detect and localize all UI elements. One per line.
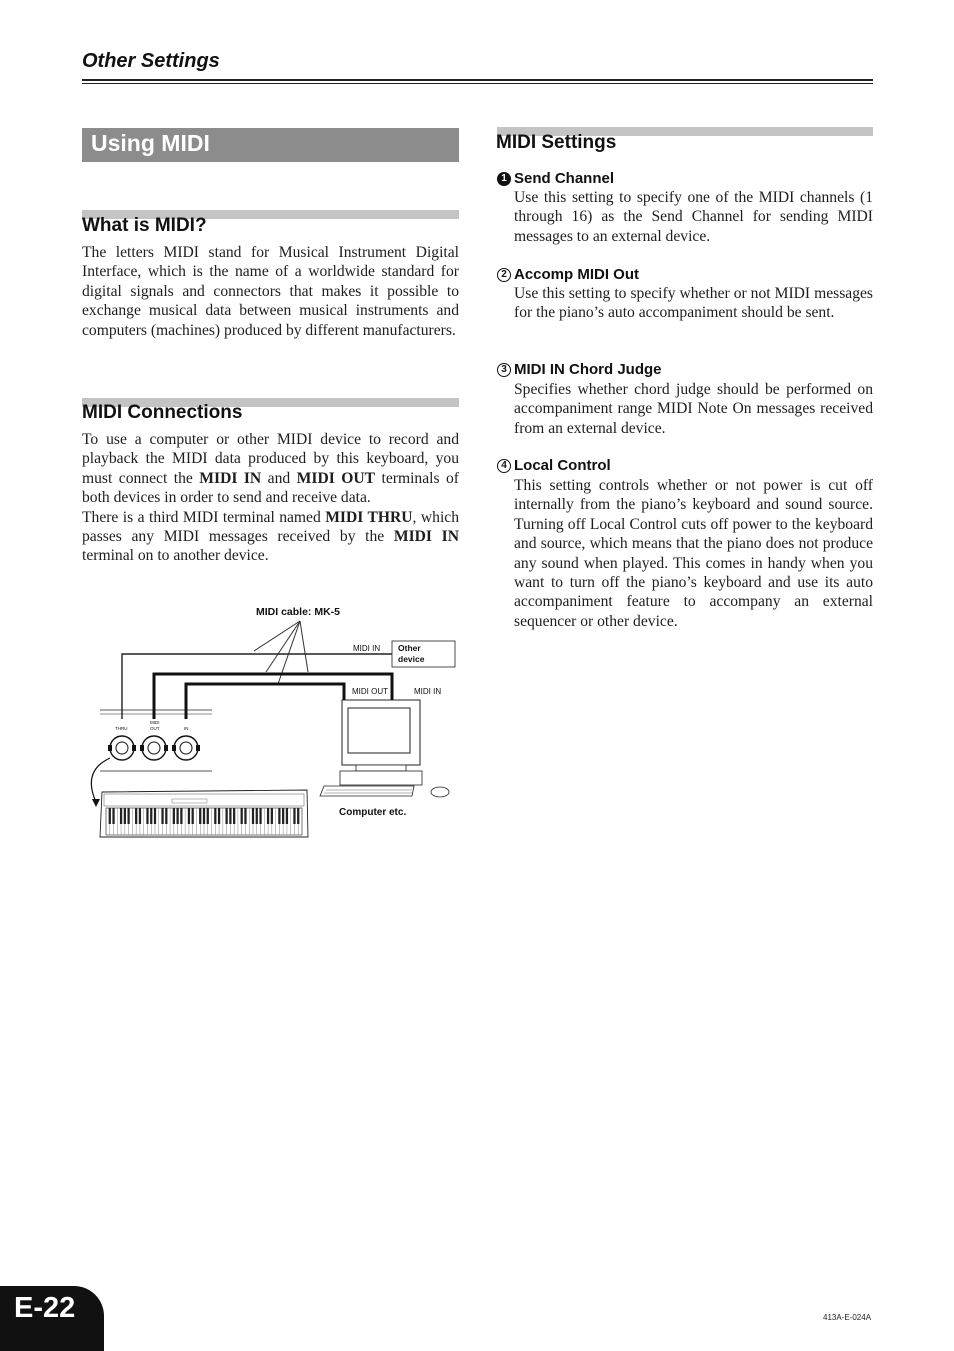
document-code: 413A-E-024A (823, 1313, 872, 1322)
setting-send-channel-title (497, 170, 614, 187)
computer-keyboard (320, 786, 414, 796)
number-2-icon: 2 (497, 268, 511, 282)
setting-send-channel-text: Use this setting to specify one of the MIDI channels (1 through 16) as the Send Channel for sending MIDI messages to an external device. (514, 189, 873, 245)
conn-p2-c: terminal on to another device. (82, 547, 269, 565)
computer-screen (348, 708, 410, 753)
what-is-midi-title: What is MIDI? (82, 215, 207, 236)
page-number: E-22 (14, 1292, 76, 1324)
midi-connections-text (82, 430, 459, 566)
conn-p1-b: and (261, 469, 297, 487)
setting-title-label: Local Control (514, 457, 611, 474)
computer-mouse (431, 787, 449, 797)
main-heading-bar (82, 128, 459, 162)
header-rule (82, 79, 873, 84)
port-in-label: IN (184, 726, 189, 731)
page-number-tab (0, 1286, 104, 1351)
number-1-icon: 1 (497, 172, 511, 186)
midi-connections-title: MIDI Connections (82, 402, 243, 423)
section-header-title: Other Settings (82, 50, 220, 72)
conn-p1-a: To use a computer or other MIDI device to record and playback the MIDI data produced by this keyboard, you must connect the (82, 431, 459, 487)
conn-p2-a: There is a third MIDI terminal named (82, 508, 326, 526)
setting-local-control-title (497, 457, 611, 474)
setting-title-label: MIDI IN Chord Judge (514, 361, 662, 378)
port-midi-label: MIDI (150, 720, 160, 725)
midi-settings-title: MIDI Settings (496, 132, 617, 153)
other-device-label-2: device (398, 654, 425, 664)
other-device-label-1: Other (398, 643, 421, 653)
setting-midi-in-chord-judge-title (497, 361, 662, 378)
setting-title-label: Send Channel (514, 170, 615, 187)
conn-p1-midi-in: MIDI IN (199, 469, 262, 487)
setting-accomp-midi-out-text: Use this setting to specify whether or not MIDI messages for the piano’s auto accompaniment should be sent. (514, 285, 873, 322)
conn-p1-midi-out: MIDI OUT (296, 469, 376, 487)
setting-local-control-text: This setting controls whether or not power is cut off internally from the piano’s keyboard and sound source. Turning off Local Control cuts off power to the keyboard and source, which means that the piano does not produce any sound when played. This comes in handy when you want to turn off the piano’s keyboard and use its auto accompaniment feature to accompany an external sequencer or other device. (514, 477, 873, 630)
setting-midi-in-chord-judge-text: Specifies whether chord judge should be performed on accompaniment range MIDI Note On messages received from an external device. (514, 381, 873, 437)
midi-out-label: MIDI OUT (352, 687, 388, 696)
computer-base (340, 771, 422, 785)
digital-piano (100, 790, 308, 837)
port-out-label: OUT (150, 726, 160, 731)
number-4-icon: 4 (497, 459, 511, 473)
port-out-icon (140, 736, 168, 760)
conn-p2-thru: MIDI THRU (325, 508, 413, 526)
cable-label: MIDI cable: MK-5 (256, 606, 341, 618)
conn-p2-b: , which passes any MIDI messages received by the (82, 508, 459, 546)
midi-in-right-label: MIDI IN (414, 687, 442, 696)
conn-p1-c: terminals of both devices in order to send and receive data. (82, 469, 459, 507)
port-thru-label: THRU (115, 726, 128, 731)
number-3-icon: 3 (497, 363, 511, 377)
setting-title-label: Accomp MIDI Out (514, 266, 640, 283)
port-thru-icon (108, 736, 136, 760)
main-heading: Using MIDI (91, 130, 210, 156)
computer-label: Computer etc. (339, 807, 407, 818)
conn-p2-midi-in: MIDI IN (393, 528, 459, 546)
setting-accomp-midi-out-title (497, 266, 639, 283)
midi-connection-diagram (82, 596, 462, 841)
what-is-midi-text: The letters MIDI stand for Musical Instrument Digital Interface, which is the name of a worldwide standard for digital signals and connectors that makes it possible to exchange musical data between musical instruments and computers (machines) produced by different manufacturers. (82, 244, 459, 339)
midi-in-top-label: MIDI IN (353, 644, 381, 653)
port-in-icon (172, 736, 200, 760)
